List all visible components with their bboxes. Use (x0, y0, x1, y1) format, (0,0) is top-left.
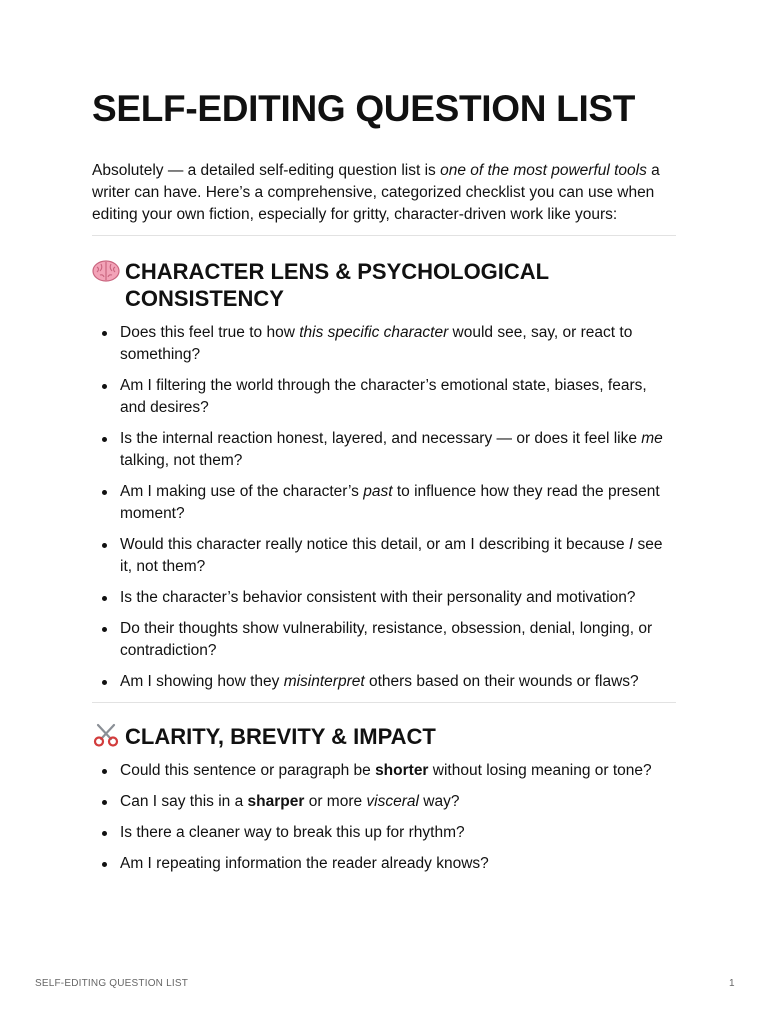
bullet (102, 490, 107, 495)
bullet (102, 862, 107, 867)
bullet (102, 331, 107, 336)
list-item: Am I filtering the world through the character’s emotional state, biases, fears, and desires? (92, 375, 676, 419)
list-item: Am I showing how they misinterpret others based on their wounds or flaws? (92, 671, 676, 693)
list-item: Could this sentence or paragraph be shorter without losing meaning or tone? (92, 760, 676, 782)
list-item: Is there a cleaner way to break this up for rhythm? (92, 822, 676, 844)
bullet (102, 769, 107, 774)
page-number: 1 (729, 978, 735, 989)
list-item: Can I say this in a sharper or more visceral way? (92, 791, 676, 813)
list-item: Is the character’s behavior consistent with their personality and motivation? (92, 587, 676, 609)
document-page (92, 86, 676, 884)
list-item: Would this character really notice this detail, or am I describing it because I see it, not them? (92, 534, 676, 578)
section-heading (92, 723, 676, 750)
bullet (102, 831, 107, 836)
bullet (102, 543, 107, 548)
list-item: Is the internal reaction honest, layered, and necessary — or does it feel like me talking, not them? (92, 428, 676, 472)
intro-emphasis: one of the most powerful tools (440, 162, 647, 179)
list-item: Am I repeating information the reader already knows? (92, 853, 676, 875)
intro-text-end: a writer can have. Here’s a comprehensive, categorized checklist you can use when editing your own fiction, especially for gritty, character-driven work like yours: (92, 162, 660, 223)
question-list (92, 322, 676, 693)
divider (92, 235, 676, 236)
question-list (92, 760, 676, 875)
list-item: Do their thoughts show vulnerability, resistance, obsession, denial, longing, or contradiction? (92, 618, 676, 662)
bullet (102, 680, 107, 685)
brain-icon (92, 258, 125, 285)
bullet (102, 627, 107, 632)
divider (92, 702, 676, 703)
section-heading (92, 258, 676, 312)
page-title: SELF-EDITING QUESTION LIST (92, 88, 636, 129)
bullet (102, 800, 107, 805)
section-clarity (92, 723, 676, 875)
scissors-icon (92, 723, 125, 750)
bullet (102, 437, 107, 442)
bullet (102, 384, 107, 389)
bullet (102, 596, 107, 601)
footer-title: SELF-EDITING QUESTION LIST (35, 978, 188, 989)
intro-text: Absolutely — a detailed self-editing question list is (92, 162, 441, 179)
section-character-lens (92, 258, 676, 693)
list-item: Does this feel true to how this specific character would see, say, or react to something? (92, 322, 676, 366)
intro-paragraph (92, 160, 676, 226)
list-item: Am I making use of the character’s past to influence how they read the present moment? (92, 481, 676, 525)
section-heading-text: CHARACTER LENS & PSYCHOLOGICAL CONSISTENCY (125, 259, 549, 311)
section-heading-text: CLARITY, BREVITY & IMPACT (125, 724, 436, 749)
